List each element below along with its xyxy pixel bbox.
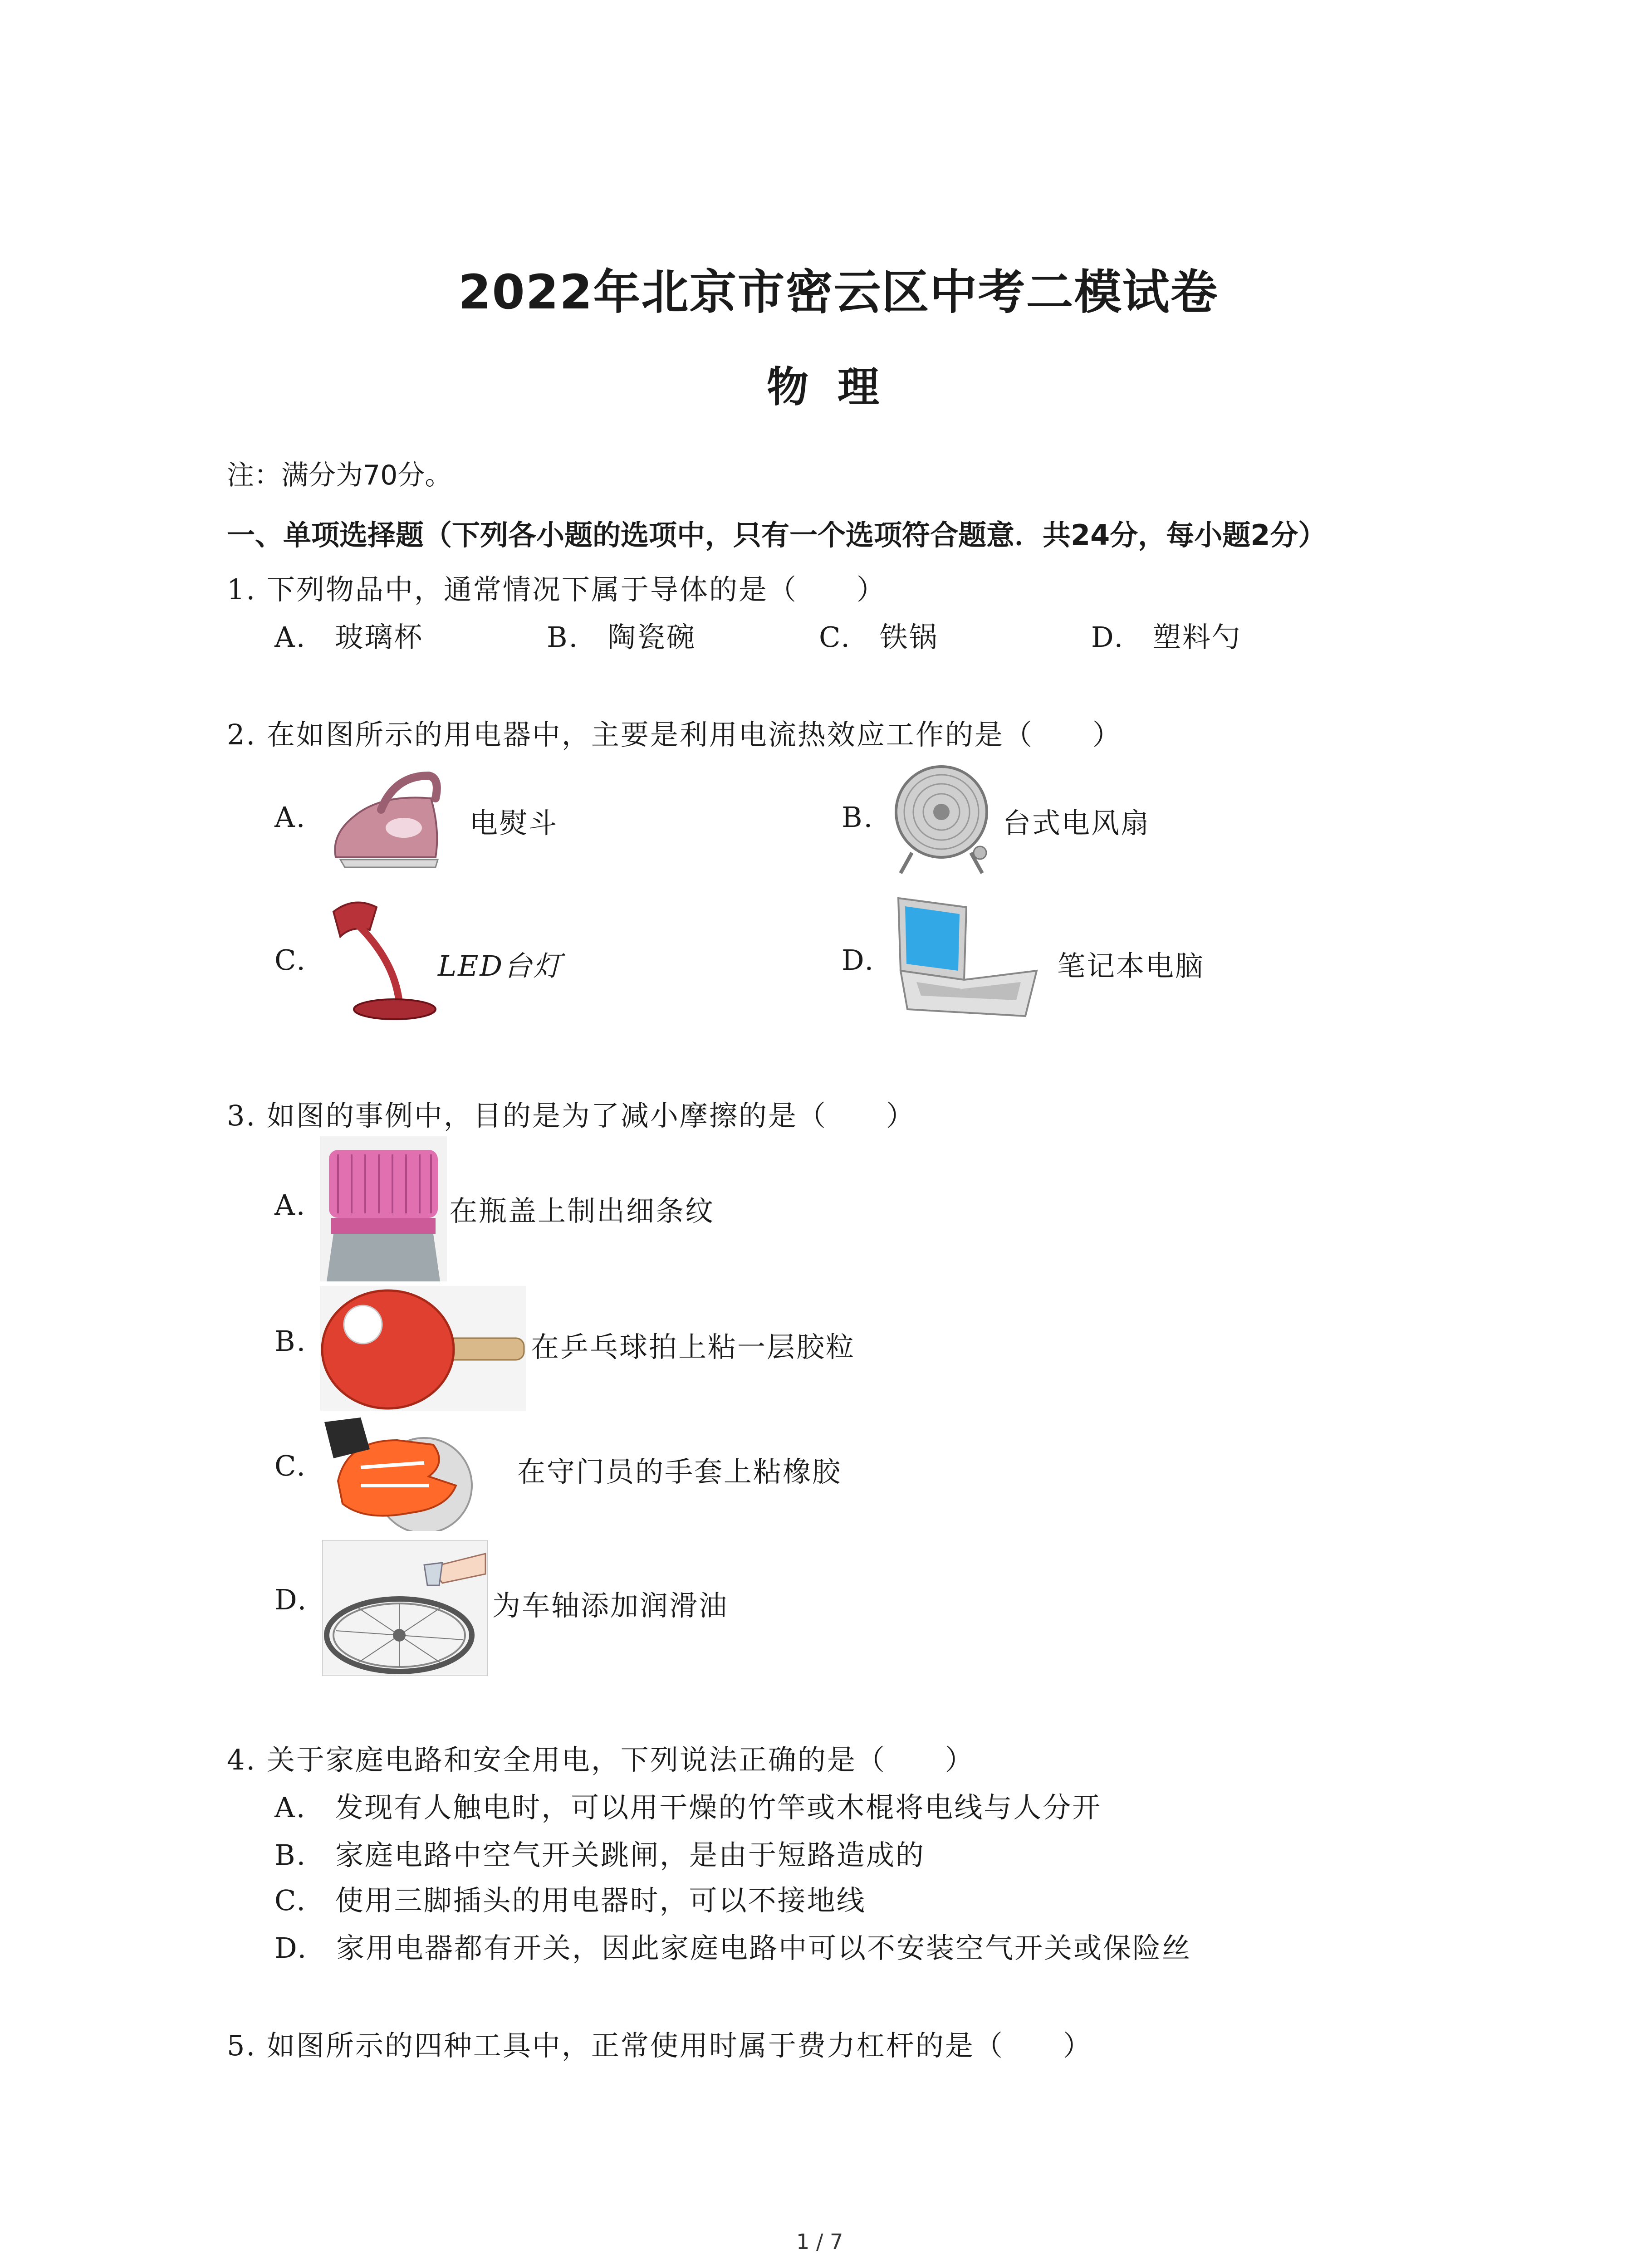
q1-option-d[interactable] (1091, 615, 1241, 655)
q3-option-c-text: 在守门员的手套上粘橡胶 (517, 1455, 842, 1488)
q3-option-d-text: 为车轴添加润滑油 (492, 1589, 729, 1622)
q2-option-c-letter[interactable]: C. (274, 943, 307, 977)
question-5-stem: 5. 如图所示的四种工具中，正常使用时属于费力杠杆的是（ ） (227, 2029, 1092, 2062)
q4-option-b[interactable] (274, 1833, 925, 1873)
laptop-computer-image (889, 894, 1043, 1025)
q1-option-d-text: 塑料勺 (1152, 621, 1241, 654)
q4-option-b-letter: B. (274, 1838, 307, 1872)
q2-option-a-text: 电熨斗 (470, 807, 558, 840)
q4-option-c-text: 使用三脚插头的用电器时，可以不接地线 (335, 1884, 866, 1917)
q4-option-a-letter: A. (274, 1791, 307, 1824)
desk-fan-image (889, 762, 998, 875)
goalkeeper-glove-image (320, 1413, 485, 1531)
q4-option-d-letter: D. (274, 1931, 308, 1965)
question-3-stem: 3. 如图的事例中，目的是为了减小摩擦的是（ ） (227, 1099, 916, 1132)
q1-option-a-letter: A. (274, 621, 307, 654)
q1-option-c-letter: C. (819, 621, 851, 654)
q4-option-c[interactable] (274, 1878, 866, 1918)
q3-option-a-text: 在瓶盖上制出细条纹 (449, 1194, 715, 1227)
q2-option-d-text: 笔记本电脑 (1057, 949, 1205, 982)
question-2-stem: 2. 在如图所示的用电器中，主要是利用电流热效应工作的是（ ） (227, 718, 1122, 751)
bicycle-wheel-image (322, 1540, 488, 1676)
q2-option-a-letter[interactable]: A. (274, 801, 307, 834)
page-number: 1 / 7 (796, 2229, 843, 2254)
q1-option-b-text: 陶瓷碗 (607, 621, 696, 654)
q3-option-d-letter[interactable]: D. (274, 1583, 308, 1616)
electric-iron-image (327, 767, 445, 875)
q3-option-b-letter[interactable]: B. (274, 1325, 307, 1358)
q4-option-d-text: 家用电器都有开关，因此家庭电路中可以不安装空气开关或保险丝 (336, 1931, 1191, 1965)
q3-option-c-letter[interactable]: C. (274, 1449, 307, 1482)
q4-option-c-letter: C. (274, 1884, 307, 1917)
q1-option-a-text: 玻璃杯 (335, 621, 424, 654)
q1-option-c[interactable] (819, 615, 939, 655)
q1-option-b-letter: B. (547, 621, 579, 654)
q3-option-b-text: 在乒乓球拍上粘一层胶粒 (531, 1330, 856, 1364)
subject-title: 物 理 (767, 363, 880, 411)
q4-option-b-text: 家庭电路中空气开关跳闸，是由于短路造成的 (335, 1838, 926, 1872)
question-1-stem: 1. 下列物品中，通常情况下属于导体的是（ ） (227, 573, 886, 606)
q2-option-d-letter[interactable]: D. (842, 943, 875, 977)
ping-pong-paddle-image (320, 1286, 526, 1411)
q1-option-b[interactable] (547, 615, 696, 655)
section-heading: 一、单项选择题（下列各小题的选项中，只有一个选项符合题意．共24分，每小题2分） (227, 518, 1327, 552)
q2-option-c-text: LED台灯 (438, 949, 563, 982)
q1-option-d-letter: D. (1091, 621, 1125, 654)
q4-option-a-text: 发现有人触电时，可以用干燥的竹竿或木棍将电线与人分开 (335, 1791, 1102, 1824)
q1-option-a[interactable] (274, 615, 423, 655)
led-desk-lamp-image (327, 894, 445, 1025)
q3-option-a-letter[interactable]: A. (274, 1188, 307, 1222)
q2-option-b-letter[interactable]: B. (842, 801, 874, 834)
question-4-stem: 4. 关于家庭电路和安全用电，下列说法正确的是（ ） (227, 1743, 975, 1776)
page-title: 2022年北京市密云区中考二模试卷 (458, 264, 1219, 320)
q1-option-c-text: 铁锅 (879, 621, 939, 654)
q4-option-d[interactable] (274, 1926, 1191, 1966)
bottle-cap-image (320, 1136, 447, 1281)
score-note: 注：满分为70分。 (227, 459, 452, 491)
q4-option-a[interactable] (274, 1785, 1102, 1825)
q2-option-b-text: 台式电风扇 (1003, 807, 1151, 840)
